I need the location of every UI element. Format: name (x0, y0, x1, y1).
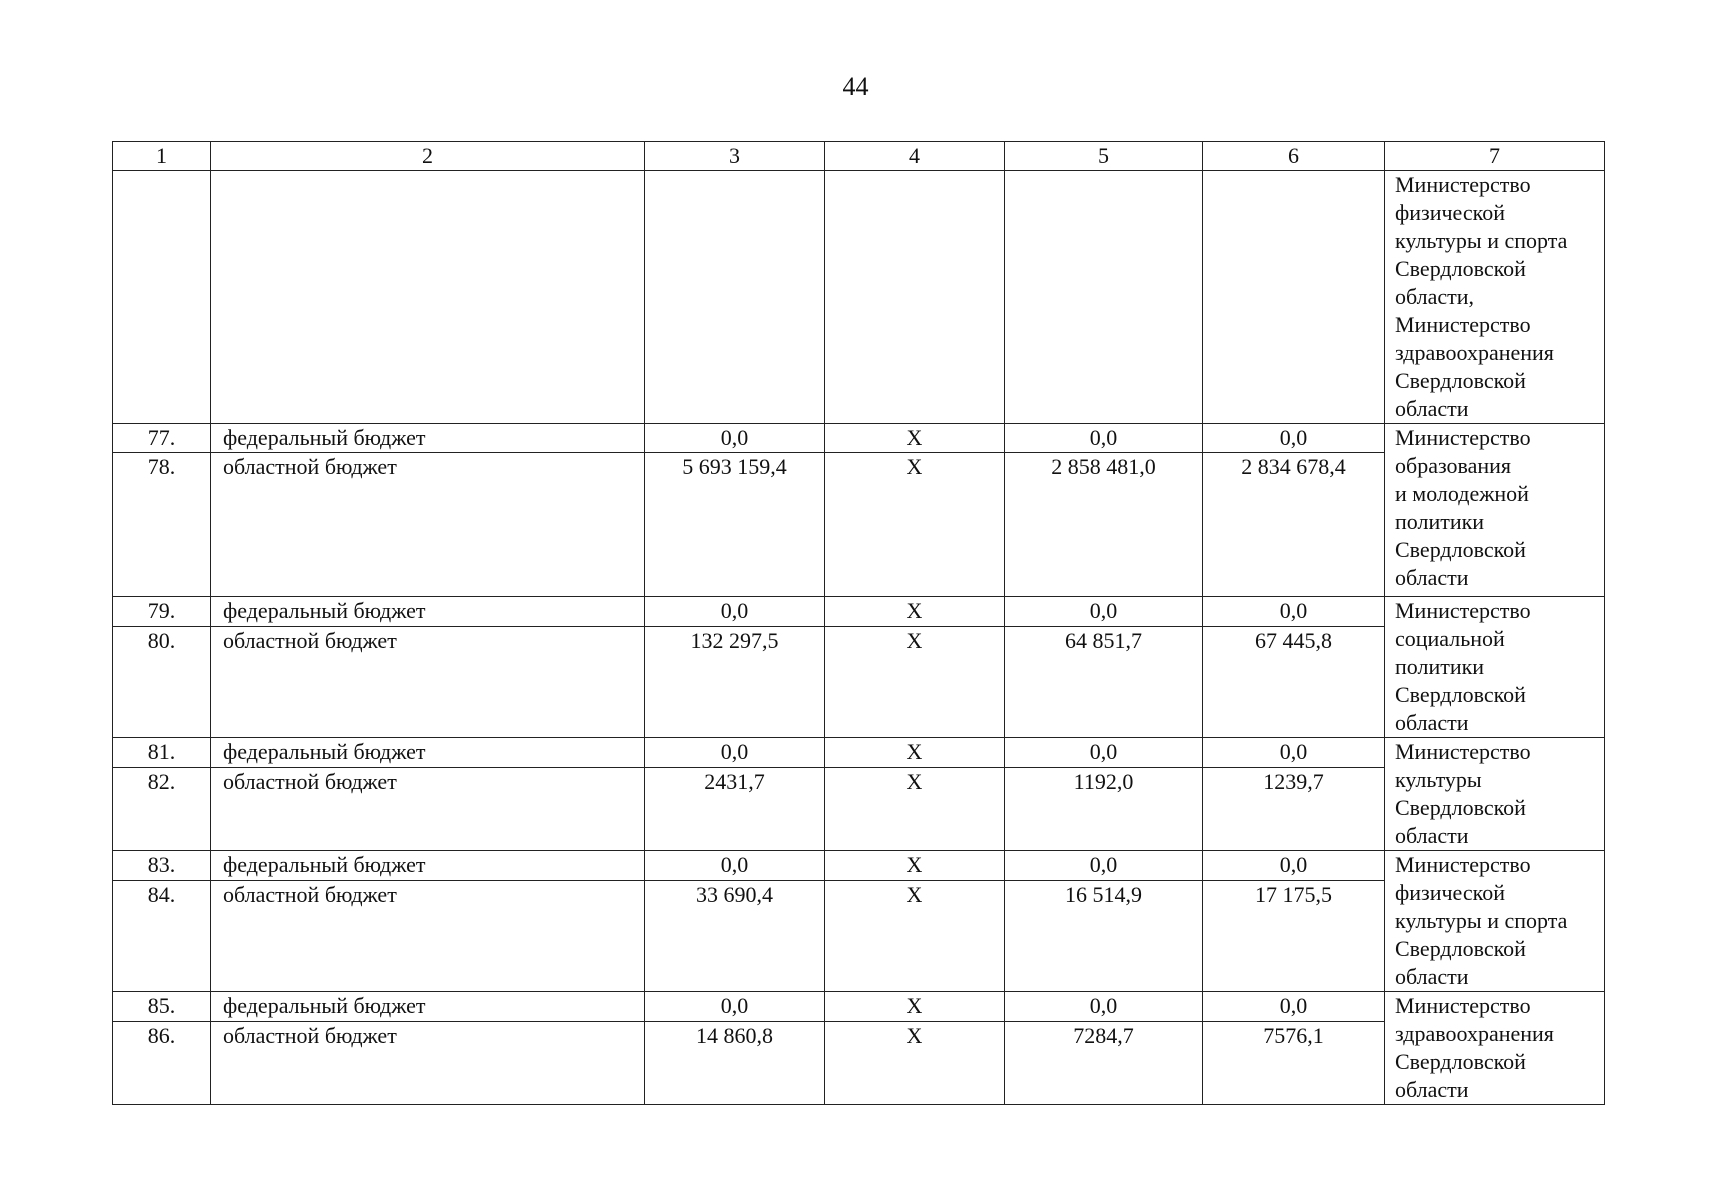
column-6-cell: 2 834 678,4 (1203, 453, 1385, 597)
responsible-line: здравоохранения (1395, 340, 1554, 365)
row-number-cell: 84. (113, 880, 211, 991)
row-number-cell: 80. (113, 626, 211, 737)
table-row (113, 738, 1605, 768)
total-value-cell: 5 693 159,4 (645, 453, 825, 597)
row-number-cell: 78. (113, 453, 211, 597)
column-6-cell: 0,0 (1203, 992, 1385, 1022)
total-value-cell: 0,0 (645, 424, 825, 453)
column-6-cell: 0,0 (1203, 851, 1385, 881)
row-number-cell: 86. (113, 1022, 211, 1105)
column-header: 2 (211, 142, 645, 171)
column-4-cell: Х (825, 992, 1005, 1022)
total-value-cell: 33 690,4 (645, 880, 825, 991)
responsible-line: культуры и спорта (1395, 228, 1568, 253)
responsible-line: Свердловской (1395, 795, 1526, 820)
column-6-cell: 0,0 (1203, 738, 1385, 768)
column-6-cell: 0,0 (1203, 597, 1385, 627)
funding-source-cell: областной бюджет (211, 880, 645, 991)
column-4-cell: Х (825, 1022, 1005, 1105)
budget-table (112, 141, 1605, 1105)
responsible-line: Министерство (1395, 598, 1531, 623)
responsible-cell (1385, 992, 1605, 1105)
column-4-cell: Х (825, 768, 1005, 851)
responsible-line: области (1395, 710, 1469, 735)
empty-cell (645, 171, 825, 424)
row-number-cell: 85. (113, 992, 211, 1022)
responsible-line: области, (1395, 284, 1475, 309)
table-row (113, 597, 1605, 627)
funding-source-cell: областной бюджет (211, 1022, 645, 1105)
responsible-line: политики (1395, 509, 1485, 534)
responsible-line: политики (1395, 654, 1485, 679)
responsible-line: Министерство (1395, 852, 1531, 877)
table-row (113, 851, 1605, 881)
responsible-line: Министерство (1395, 739, 1531, 764)
column-header: 1 (113, 142, 211, 171)
column-4-cell: Х (825, 424, 1005, 453)
responsible-cell (1385, 597, 1605, 738)
row-number-cell: 82. (113, 768, 211, 851)
table-row (113, 424, 1605, 453)
responsible-cell (1385, 171, 1605, 424)
column-header: 4 (825, 142, 1005, 171)
funding-source-cell: областной бюджет (211, 453, 645, 597)
responsible-line: области (1395, 565, 1469, 590)
column-4-cell: Х (825, 626, 1005, 737)
funding-source-cell: федеральный бюджет (211, 424, 645, 453)
column-4-cell: Х (825, 880, 1005, 991)
responsible-line: области (1395, 396, 1469, 421)
column-4-cell: Х (825, 597, 1005, 627)
row-number-cell: 79. (113, 597, 211, 627)
responsible-line: Министерство (1395, 312, 1531, 337)
responsible-line: здравоохранения (1395, 1021, 1554, 1046)
column-5-cell: 0,0 (1005, 424, 1203, 453)
responsible-line: физической (1395, 200, 1505, 225)
responsible-line: Свердловской (1395, 1049, 1526, 1074)
funding-source-cell: федеральный бюджет (211, 597, 645, 627)
row-number-cell: 83. (113, 851, 211, 881)
empty-cell (113, 171, 211, 424)
total-value-cell: 0,0 (645, 992, 825, 1022)
funding-source-cell: областной бюджет (211, 768, 645, 851)
continuation-row (113, 171, 1605, 424)
column-6-cell: 67 445,8 (1203, 626, 1385, 737)
responsible-line: области (1395, 823, 1469, 848)
responsible-line: социальной (1395, 626, 1505, 651)
column-header: 3 (645, 142, 825, 171)
responsible-line: Свердловской (1395, 537, 1526, 562)
table-row (113, 992, 1605, 1022)
empty-cell (1005, 171, 1203, 424)
empty-cell (211, 171, 645, 424)
column-header: 7 (1385, 142, 1605, 171)
responsible-line: области (1395, 964, 1469, 989)
funding-source-cell: федеральный бюджет (211, 738, 645, 768)
total-value-cell: 2431,7 (645, 768, 825, 851)
total-value-cell: 0,0 (645, 597, 825, 627)
total-value-cell: 0,0 (645, 738, 825, 768)
responsible-line: Свердловской (1395, 368, 1526, 393)
responsible-line: культуры и спорта (1395, 908, 1568, 933)
table-row (113, 453, 1605, 597)
column-5-cell: 64 851,7 (1005, 626, 1203, 737)
page-number: 44 (842, 72, 869, 101)
column-6-cell: 17 175,5 (1203, 880, 1385, 991)
column-4-cell: Х (825, 453, 1005, 597)
responsible-line: и молодежной (1395, 481, 1529, 506)
responsible-cell (1385, 738, 1605, 851)
table-row (113, 880, 1605, 991)
column-4-cell: Х (825, 851, 1005, 881)
column-6-cell: 0,0 (1203, 424, 1385, 453)
responsible-line: области (1395, 1077, 1469, 1102)
responsible-line: Министерство (1395, 993, 1531, 1018)
column-header: 6 (1203, 142, 1385, 171)
column-4-cell: Х (825, 738, 1005, 768)
total-value-cell: 14 860,8 (645, 1022, 825, 1105)
column-5-cell: 16 514,9 (1005, 880, 1203, 991)
column-5-cell: 0,0 (1005, 851, 1203, 881)
column-6-cell: 1239,7 (1203, 768, 1385, 851)
row-number-cell: 81. (113, 738, 211, 768)
table-row (113, 1022, 1605, 1105)
responsible-line: культуры (1395, 767, 1482, 792)
responsible-line: Министерство (1395, 172, 1531, 197)
row-number-cell: 77. (113, 424, 211, 453)
empty-cell (1203, 171, 1385, 424)
funding-source-cell: федеральный бюджет (211, 851, 645, 881)
header-row (113, 142, 1605, 171)
column-header: 5 (1005, 142, 1203, 171)
column-5-cell: 0,0 (1005, 738, 1203, 768)
column-5-cell: 0,0 (1005, 992, 1203, 1022)
total-value-cell: 0,0 (645, 851, 825, 881)
responsible-line: Министерство (1395, 425, 1531, 450)
responsible-line: образования (1395, 453, 1512, 478)
table-row (113, 768, 1605, 851)
responsible-line: Свердловской (1395, 682, 1526, 707)
column-5-cell: 7284,7 (1005, 1022, 1203, 1105)
responsible-cell (1385, 424, 1605, 597)
responsible-line: Свердловской (1395, 256, 1526, 281)
total-value-cell: 132 297,5 (645, 626, 825, 737)
column-5-cell: 2 858 481,0 (1005, 453, 1203, 597)
table-row (113, 626, 1605, 737)
responsible-cell (1385, 851, 1605, 992)
funding-source-cell: федеральный бюджет (211, 992, 645, 1022)
column-5-cell: 1192,0 (1005, 768, 1203, 851)
responsible-line: Свердловской (1395, 936, 1526, 961)
column-6-cell: 7576,1 (1203, 1022, 1385, 1105)
empty-cell (825, 171, 1005, 424)
responsible-line: физической (1395, 880, 1505, 905)
column-5-cell: 0,0 (1005, 597, 1203, 627)
funding-source-cell: областной бюджет (211, 626, 645, 737)
